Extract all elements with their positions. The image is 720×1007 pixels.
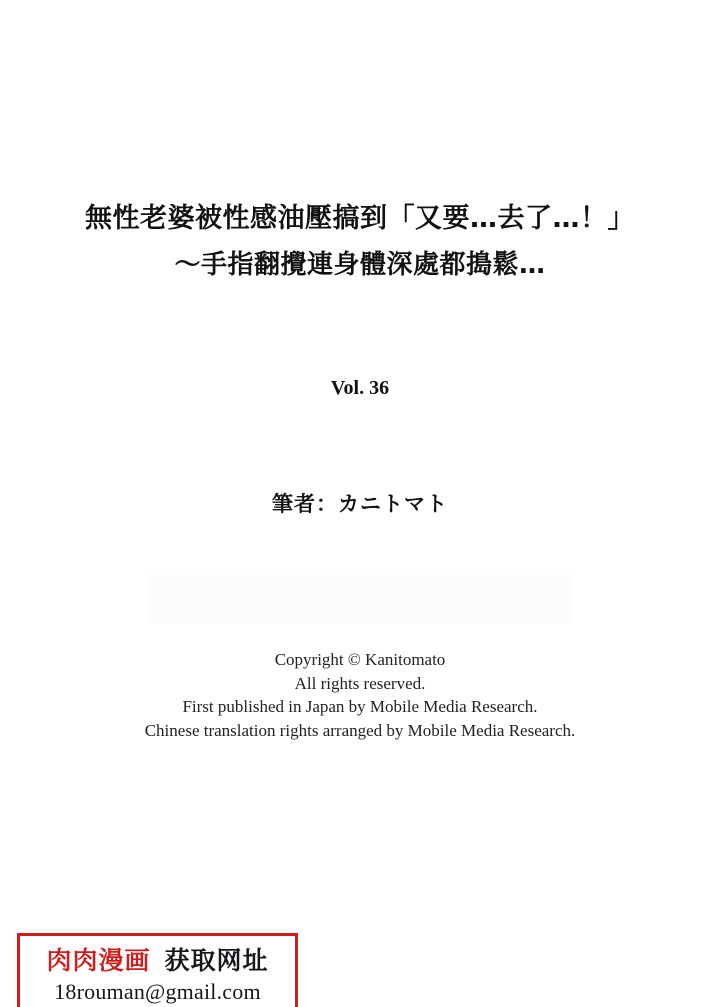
copyright-line-2: All rights reserved. bbox=[294, 673, 426, 693]
author-label: 筆者：カニトマト bbox=[272, 492, 448, 516]
title-line-2: ～手指翻攪連身體深處都搗鬆… bbox=[174, 250, 546, 280]
stamp-action-label: 获取网址 bbox=[164, 946, 269, 975]
site-watermark-stamp[interactable] bbox=[17, 933, 298, 1007]
stamp-brand-label: 肉肉漫画 bbox=[46, 946, 151, 975]
volume-label: Vol. 36 bbox=[330, 377, 390, 399]
title-block bbox=[0, 196, 720, 288]
title-line-1: 無性老婆被性感油壓搞到「又要…去了…！」 bbox=[85, 203, 635, 234]
copyright-line-3: First published in Japan by Mobile Media Research. bbox=[182, 697, 538, 716]
watermark-band bbox=[148, 575, 572, 623]
copyright-line-1: Copyright © Kanitomato bbox=[274, 650, 446, 669]
copyright-block bbox=[0, 648, 720, 742]
stamp-top-row bbox=[20, 941, 295, 977]
stamp-email-label: 18rouman@gmail.com bbox=[54, 979, 261, 1004]
copyright-line-4: Chinese translation rights arranged by Mobile Media Research. bbox=[144, 720, 576, 740]
